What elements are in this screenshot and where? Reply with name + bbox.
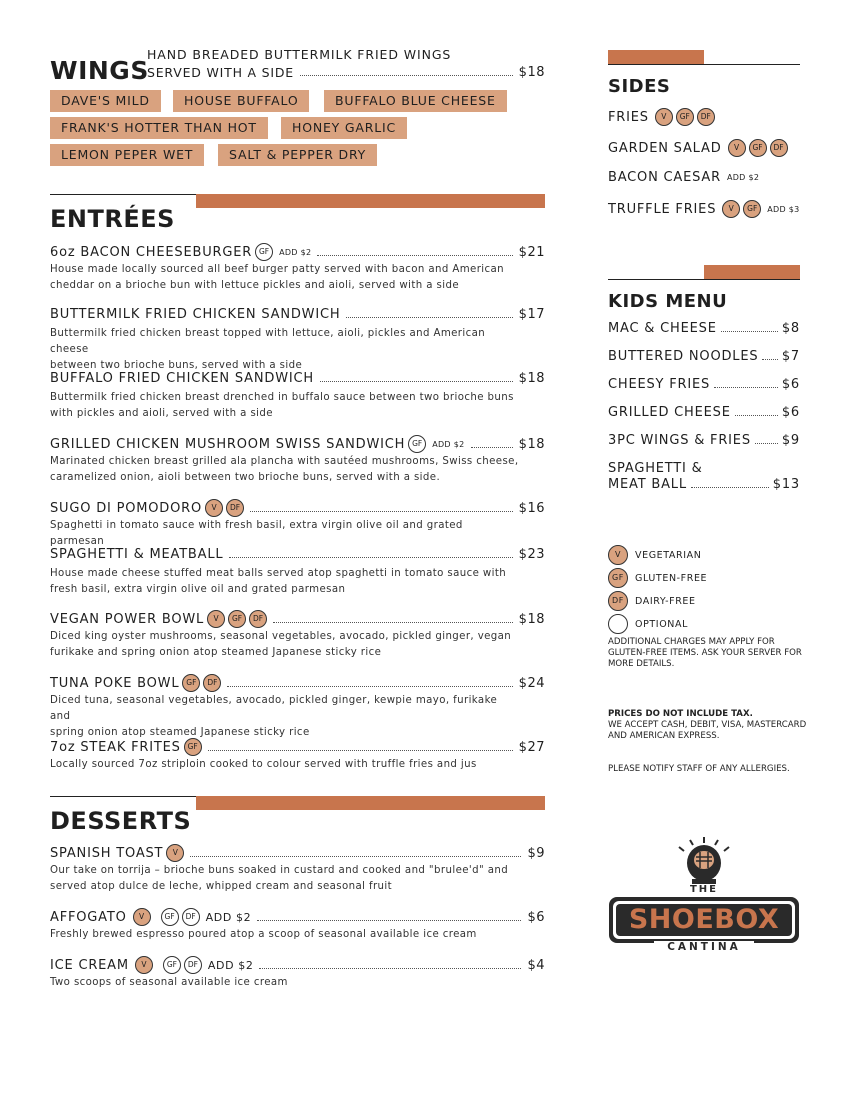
item-price: $23 xyxy=(518,547,545,562)
dairy-free-icon: DF xyxy=(608,591,628,611)
section-rule xyxy=(608,279,800,280)
legend-dairy-free xyxy=(608,591,696,611)
description-line: Buttermilk fried chicken breast drenched in buffalo sauce between two brioche buns xyxy=(50,392,514,403)
allergy-note: PLEASE NOTIFY STAFF OF ANY ALLERGIES. xyxy=(608,764,790,774)
item-price: $18 xyxy=(518,436,545,452)
gluten-free-icon: GF xyxy=(182,674,200,692)
legend-label: DAIRY-FREE xyxy=(635,595,696,607)
item-price: $9 xyxy=(781,433,800,448)
dairy-free-icon: DF xyxy=(203,674,221,692)
item-price: $13 xyxy=(772,477,800,492)
menu-item-row xyxy=(50,499,545,517)
gluten-free-note: ADDITIONAL CHARGES MAY APPLY FOR GLUTEN-FREE ITEMS. ASK YOUR SERVER FOR MORE DETAILS. xyxy=(608,637,802,669)
shoebox-logo xyxy=(606,835,802,960)
side-item xyxy=(608,108,715,126)
item-name: BUTTERMILK FRIED CHICKEN SANDWICH xyxy=(50,307,341,322)
accent-bar xyxy=(704,265,800,279)
item-name: TRUFFLE FRIES xyxy=(608,201,717,217)
dairy-free-icon: DF xyxy=(770,139,788,157)
wings-price: $18 xyxy=(518,65,545,80)
dairy-free-icon: DF xyxy=(184,956,202,974)
item-price: $18 xyxy=(518,371,545,386)
item-price: $4 xyxy=(527,957,545,973)
dot-leader xyxy=(300,75,513,76)
item-description xyxy=(50,629,520,661)
item-name: BUFFALO FRIED CHICKEN SANDWICH xyxy=(50,371,314,386)
item-price: $6 xyxy=(781,405,800,420)
item-name: BUTTERED NOODLES xyxy=(608,349,759,364)
menu-item-row xyxy=(50,307,545,322)
menu-item-row xyxy=(50,243,545,261)
dairy-free-icon: DF xyxy=(697,108,715,126)
item-price: $6 xyxy=(527,909,545,925)
menu-item-row xyxy=(50,908,545,926)
vegetarian-icon: V xyxy=(722,200,740,218)
menu-item-row xyxy=(50,547,545,562)
add-on-price: ADD $2 xyxy=(432,439,465,449)
dot-leader xyxy=(273,622,513,623)
menu-item-row xyxy=(50,674,545,692)
wings-price-row xyxy=(147,65,545,80)
description-line: Marinated chicken breast grilled ala plancha with sautéed mushrooms, Swiss cheese, xyxy=(50,456,519,467)
description-line: Our take on torrija – brioche buns soaked in custard and cooked and "brulee'd" and xyxy=(50,865,509,876)
description-line: Buttermilk fried chicken breast topped with lettuce, aioli, pickles and American cheese xyxy=(50,328,486,355)
side-item xyxy=(608,200,800,218)
item-price: $7 xyxy=(781,349,800,364)
item-description xyxy=(50,975,520,991)
gluten-free-icon: GF xyxy=(161,908,179,926)
menu-item-row xyxy=(50,371,545,386)
item-description xyxy=(50,927,520,943)
vegetarian-icon: V xyxy=(655,108,673,126)
gluten-free-icon: GF xyxy=(163,956,181,974)
menu-item-row xyxy=(50,435,545,453)
vegetarian-icon: V xyxy=(608,545,628,565)
description-line: House made cheese stuffed meat balls served atop spaghetti in tomato sauce with xyxy=(50,568,507,579)
legend-label: VEGETARIAN xyxy=(635,549,702,561)
add-on-price: ADD $2 xyxy=(726,173,760,182)
item-description xyxy=(50,863,520,895)
dot-leader xyxy=(762,345,777,360)
item-price: $21 xyxy=(518,244,545,260)
description-line: served atop dulce de leche, whipped cream and seasonal fruit xyxy=(50,881,393,892)
dot-leader xyxy=(317,255,512,256)
wing-flavor-tag: DAVE'S MILD xyxy=(50,90,161,112)
gluten-free-icon: GF xyxy=(608,568,628,588)
item-name: SPANISH TOAST xyxy=(50,845,164,861)
description-line: Locally sourced 7oz striploin cooked to colour served with truffle fries and jus xyxy=(50,759,477,770)
dot-leader xyxy=(755,429,778,444)
item-description xyxy=(50,390,520,422)
add-on-price: ADD $2 xyxy=(279,247,312,257)
legend-label: GLUTEN-FREE xyxy=(635,572,708,584)
entrees-title: ENTRÉES xyxy=(50,205,175,233)
kids-item xyxy=(608,405,800,420)
item-name-line2: MEAT BALL xyxy=(608,477,687,492)
dot-leader xyxy=(735,401,778,416)
gluten-free-icon: GF xyxy=(255,243,273,261)
item-name: VEGAN POWER BOWL xyxy=(50,611,205,627)
item-description xyxy=(50,518,520,550)
dot-leader xyxy=(721,317,778,332)
item-description xyxy=(50,326,520,374)
description-line: spring onion atop steamed Japanese sticky rice xyxy=(50,727,310,738)
description-line: Freshly brewed espresso poured atop a scoop of seasonal available ice cream xyxy=(50,929,477,940)
item-name: SUGO DI POMODORO xyxy=(50,500,203,516)
vegetarian-icon: V xyxy=(205,499,223,517)
vegetarian-icon: V xyxy=(135,956,153,974)
dairy-free-icon: DF xyxy=(226,499,244,517)
item-description xyxy=(50,693,520,741)
item-name: MAC & CHEESE xyxy=(608,321,717,336)
item-price: $17 xyxy=(518,307,545,322)
dot-leader xyxy=(250,511,513,512)
gluten-free-icon: GF xyxy=(184,738,202,756)
legend-label: OPTIONAL xyxy=(635,618,688,630)
dot-leader xyxy=(229,557,512,558)
item-description xyxy=(50,566,520,598)
item-price: $16 xyxy=(518,500,545,516)
item-price: $27 xyxy=(518,739,545,755)
item-name: TUNA POKE BOWL xyxy=(50,675,180,691)
wing-flavor-tag: HOUSE BUFFALO xyxy=(173,90,309,112)
add-on-price: ADD $2 xyxy=(207,958,254,972)
vegetarian-icon: V xyxy=(166,844,184,862)
description-line: Two scoops of seasonal available ice cream xyxy=(50,977,288,988)
vegetarian-icon: V xyxy=(133,908,151,926)
item-name: SPAGHETTI & xyxy=(608,461,703,476)
item-name: 7oz STEAK FRITES xyxy=(50,739,181,755)
item-name: GRILLED CHICKEN MUSHROOM SWISS SANDWICH xyxy=(50,436,406,452)
dot-leader xyxy=(259,968,521,969)
wing-flavor-tag: FRANK'S HOTTER THAN HOT xyxy=(50,117,268,139)
wing-flavor-tag: BUFFALO BLUE CHEESE xyxy=(324,90,507,112)
add-on-price: ADD $3 xyxy=(767,204,800,214)
dot-leader xyxy=(471,447,513,448)
description-line: fresh basil, extra virgin olive oil and grated parmesan xyxy=(50,584,346,595)
item-price: $6 xyxy=(781,377,800,392)
item-price: $24 xyxy=(518,675,545,691)
dairy-free-icon: DF xyxy=(182,908,200,926)
item-description xyxy=(50,454,520,486)
item-name: GRILLED CHEESE xyxy=(608,405,731,420)
description-line: with pickles and aioli, served with a side xyxy=(50,408,273,419)
side-item xyxy=(608,139,788,157)
legend-vegetarian xyxy=(608,545,701,565)
wing-flavor-tag: HONEY GARLIC xyxy=(281,117,407,139)
item-name: SPAGHETTI & MEATBALL xyxy=(50,547,224,562)
item-name: 3PC WINGS & FRIES xyxy=(608,433,751,448)
section-rule xyxy=(608,64,800,65)
description-line: between two brioche buns, served with a side xyxy=(50,360,303,371)
description-line: Spaghetti in tomato sauce with fresh basil, extra virgin olive oil and grated parmesan xyxy=(50,520,463,547)
kids-item xyxy=(608,433,800,448)
gluten-free-icon: GF xyxy=(743,200,761,218)
optional-icon xyxy=(608,614,628,634)
item-price: $18 xyxy=(518,611,545,627)
item-description xyxy=(50,262,520,294)
desserts-title: DESSERTS xyxy=(50,807,192,835)
dot-leader xyxy=(208,750,513,751)
menu-item-row xyxy=(50,610,545,628)
side-item xyxy=(608,170,759,185)
item-name: GARDEN SALAD xyxy=(608,140,722,156)
legend-gluten-free xyxy=(608,568,707,588)
accent-bar xyxy=(196,796,545,810)
menu-item-row xyxy=(50,956,545,974)
kids-item xyxy=(608,349,800,364)
item-name: ICE CREAM xyxy=(50,957,129,973)
description-line: Diced king oyster mushrooms, seasonal vegetables, avocado, pickled ginger, vegan xyxy=(50,631,512,642)
description-line: Diced tuna, seasonal vegetables, avocado, pickled ginger, kewpie mayo, furikake and xyxy=(50,695,498,722)
payment-note: WE ACCEPT CASH, DEBIT, VISA, MASTERCARD AND AMERICAN EXPRESS. xyxy=(608,720,807,741)
dairy-free-icon: DF xyxy=(249,610,267,628)
kids-item xyxy=(608,377,800,392)
description-line: cheddar on a brioche bun with lettuce pickles and aioli, served with a side xyxy=(50,280,460,291)
sides-title: SIDES xyxy=(608,76,671,97)
item-name: 6oz BACON CHEESEBURGER xyxy=(50,244,253,260)
dot-leader xyxy=(227,686,512,687)
item-name: AFFOGATO xyxy=(50,909,127,925)
description-line: furikake and spring onion atop steamed Japanese sticky rice xyxy=(50,647,382,658)
item-name: BACON CAESAR xyxy=(608,170,721,185)
wings-title: WINGS xyxy=(50,56,149,85)
dot-leader xyxy=(714,373,778,388)
wings-description-line2: SERVED WITH A SIDE xyxy=(147,65,295,80)
logo-the: THE xyxy=(684,884,724,895)
gluten-free-icon: GF xyxy=(228,610,246,628)
kids-item xyxy=(608,477,800,492)
item-name: FRIES xyxy=(608,109,649,125)
item-description xyxy=(50,757,520,773)
menu-item-row xyxy=(50,738,545,756)
wing-flavor-tag: SALT & PEPPER DRY xyxy=(218,144,377,166)
gluten-free-icon: GF xyxy=(676,108,694,126)
accent-bar xyxy=(196,194,545,208)
description-line: House made locally sourced all beef burger patty served with bacon and American xyxy=(50,264,505,275)
logo-name: SHOEBOX xyxy=(628,904,780,935)
wing-flavor-tag: LEMON PEPER WET xyxy=(50,144,204,166)
kids-item xyxy=(608,321,800,336)
description-line: caramelized onion, aioli between two brioche buns, served with a side. xyxy=(50,472,441,483)
vegetarian-icon: V xyxy=(728,139,746,157)
dot-leader xyxy=(320,381,513,382)
gluten-free-icon: GF xyxy=(408,435,426,453)
dot-leader xyxy=(346,317,512,318)
dot-leader xyxy=(691,473,769,488)
legend-optional xyxy=(608,614,688,634)
menu-item-row xyxy=(50,844,545,862)
item-name: CHEESY FRIES xyxy=(608,377,711,392)
logo-cantina: CANTINA xyxy=(654,941,754,953)
dot-leader xyxy=(190,856,521,857)
kids-menu-title: KIDS MENU xyxy=(608,291,728,312)
item-price: $9 xyxy=(527,845,545,861)
gluten-free-icon: GF xyxy=(749,139,767,157)
vegetarian-icon: V xyxy=(207,610,225,628)
tax-note: PRICES DO NOT INCLUDE TAX. xyxy=(608,709,753,719)
wings-description-line1: HAND BREADED BUTTERMILK FRIED WINGS xyxy=(147,47,452,62)
accent-bar xyxy=(608,50,704,64)
add-on-price: ADD $2 xyxy=(205,910,252,924)
dot-leader xyxy=(257,920,521,921)
item-price: $8 xyxy=(781,321,800,336)
